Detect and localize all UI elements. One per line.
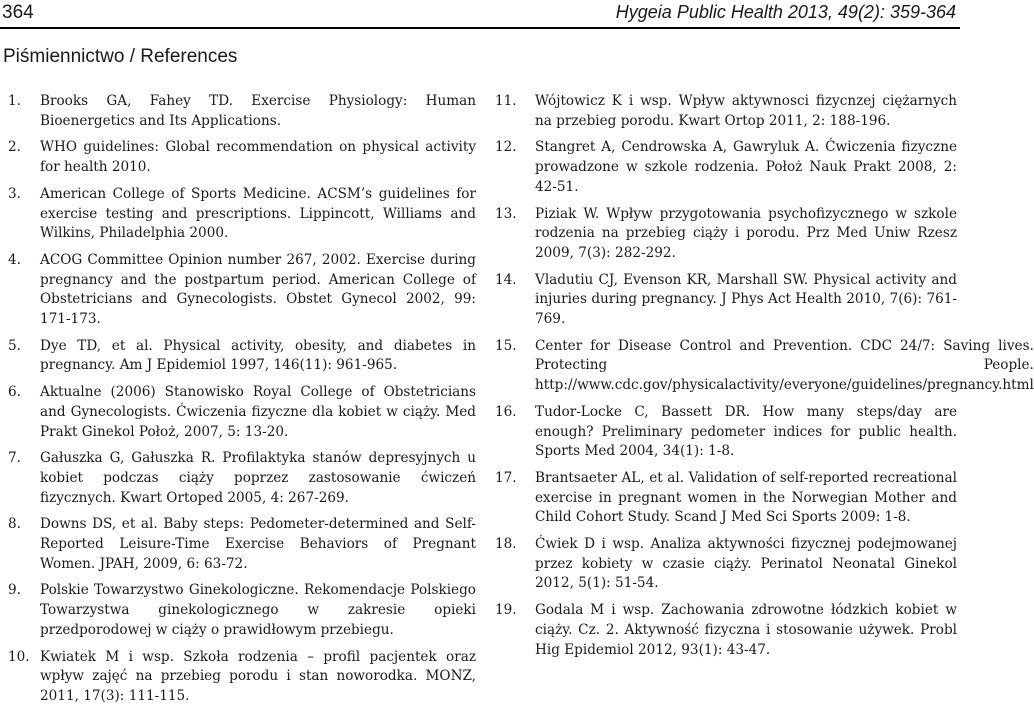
reference-text: Stangret A, Cendrowska A, Gawryluk A. Ćwiczenia fizyczne prowadzone w szkole rodzenia. Położ Nauk Prakt 2008, 2: 42-51. [535, 139, 957, 195]
reference-item [495, 92, 957, 131]
reference-text: Ćwiek D i wsp. Analiza aktywności fizycznej podejmowanej przez kobiety w czasie ciąży. Perinatol Neonatal Ginekol 2012, 5(1): 51-54. [535, 536, 957, 592]
reference-number: 14. [495, 271, 517, 288]
reference-text: Center for Disease Control and Prevention. CDC 24/7: Saving lives. Protecting People. http://www.cdc.gov/physicalactivity/everyone/guidelines/pregnancy.html [535, 337, 1034, 394]
reference-number: 4. [8, 251, 21, 268]
reference-text: Vladutiu CJ, Evenson KR, Marshall SW. Physical activity and injuries during pregnancy. J Phys Act Health 2010, 7(6): 761-769. [535, 271, 957, 328]
reference-item [495, 469, 957, 528]
reference-text: Kwiatek M i wsp. Szkoła rodzenia – profil pacjentek oraz wpływ zajęć na przebieg porodu i stan noworodka. MONZ, 2011, 17(3): 111-115. [40, 648, 476, 704]
reference-item [8, 515, 476, 574]
reference-text: Brooks GA, Fahey TD. Exercise Physiology: Human Bioenergetics and Its Applications. [40, 93, 476, 129]
page-number: 364 [2, 2, 34, 23]
reference-text: Aktualne (2006) Stanowisko Royal College of Obstetricians and Gynecologists. Ćwiczenia fizyczne dla kobiet w ciąży. Med Prakt Ginekol Położ, 2007, 5: 13-20. [40, 384, 476, 440]
section-title: Piśmiennictwo / References [3, 46, 238, 67]
reference-text: Brantsaeter AL, et al. Validation of self-reported recreational exercise in pregnant women in the Norwegian Mother and Child Cohort Study. Scand J Med Sci Sports 2009: 1-8. [535, 469, 957, 526]
header-divider [0, 27, 960, 29]
reference-item [8, 383, 476, 442]
reference-item [495, 403, 957, 462]
reference-text: WHO guidelines: Global recommendation on physical activity for health 2010. [40, 139, 476, 176]
reference-text: Wójtowicz K i wsp. Wpływ aktywnosci fizycnzej ciężarnych na przebieg porodu. Kwart Ortop 2011, 2: 188-196. [535, 93, 957, 129]
page-header [0, 0, 960, 24]
reference-number: 18. [495, 536, 517, 553]
reference-item [8, 337, 476, 376]
reference-item [8, 138, 476, 177]
reference-number: 13. [495, 205, 517, 222]
reference-item [8, 648, 476, 707]
reference-item [8, 92, 476, 131]
reference-item [495, 601, 957, 660]
reference-number: 2. [8, 139, 21, 156]
references-column-right [495, 92, 1034, 667]
reference-item [8, 449, 476, 508]
reference-number: 19. [495, 602, 517, 619]
reference-number: 11. [495, 93, 517, 109]
reference-item [8, 581, 476, 640]
references-column-left [8, 92, 476, 714]
reference-text: American College of Sports Medicine. ACSM’s guidelines for exercise testing and prescriptions. Lippincott, Williams and Wilkins, Philadelphia 2000. [40, 185, 476, 242]
reference-text: Godala M i wsp. Zachowania zdrowotne łódzkich kobiet w ciąży. Cz. 2. Aktywność fizyczna i stosowanie używek. Probl Hig Epidemiol 2012, 93(1): 43-47. [535, 602, 957, 658]
reference-item [495, 205, 957, 264]
reference-number: 17. [495, 469, 517, 486]
reference-number: 3. [8, 185, 21, 202]
reference-number: 15. [495, 337, 517, 354]
reference-text: Gałuszka G, Gałuszka R. Profilaktyka stanów depresyjnych u kobiet podczas ciąży poprzez zastosowanie ćwiczeń fizycznych. Kwart Ortoped 2005, 4: 267-269. [40, 450, 476, 506]
reference-number: 6. [8, 384, 21, 401]
reference-item [8, 185, 476, 244]
journal-citation: Hygeia Public Health 2013, 49(2): 359-364 [615, 2, 956, 22]
reference-text: Piziak W. Wpływ przygotowania psychofizycznego w szkole rodzenia na przebieg ciąży i porodu. Prz Med Uniw Rzesz 2009, 7(3): 282-292. [535, 205, 957, 261]
reference-text: Downs DS, et al. Baby steps: Pedometer-determined and Self-Reported Leisure-Time Exercise Behaviors of Pregnant Women. JPAH, 2009, 6: 63-72. [40, 516, 476, 572]
reference-number: 12. [495, 139, 517, 156]
reference-item [495, 337, 1034, 396]
reference-item [495, 535, 957, 594]
reference-item [8, 251, 476, 330]
reference-item [495, 271, 957, 330]
reference-number: 1. [8, 93, 21, 109]
reference-number: 8. [8, 516, 21, 533]
reference-number: 9. [8, 582, 21, 599]
reference-number: 5. [8, 337, 21, 354]
reference-text: Tudor-Locke C, Bassett DR. How many steps/day are enough? Preliminary pedometer indices for public health. Sports Med 2004, 34(1): 1-8. [535, 403, 957, 460]
reference-text: ACOG Committee Opinion number 267, 2002. Exercise during pregnancy and the postpartum period. American College of Obstetricians and Gynecologists. Obstet Gynecol 2002, 99: 171-173. [40, 251, 476, 328]
reference-number: 10. [8, 648, 30, 665]
reference-number: 16. [495, 403, 517, 420]
reference-text: Dye TD, et al. Physical activity, obesity, and diabetes in pregnancy. Am J Epidemiol 1997, 146(11): 961-965. [40, 337, 476, 374]
reference-number: 7. [8, 450, 21, 467]
reference-text: Polskie Towarzystwo Ginekologiczne. Rekomendacje Polskiego Towarzystwa ginekologicznego w zakresie opieki przedporodowej w ciąży o prawidłowym przebiegu. [40, 582, 476, 638]
reference-item [495, 138, 957, 197]
